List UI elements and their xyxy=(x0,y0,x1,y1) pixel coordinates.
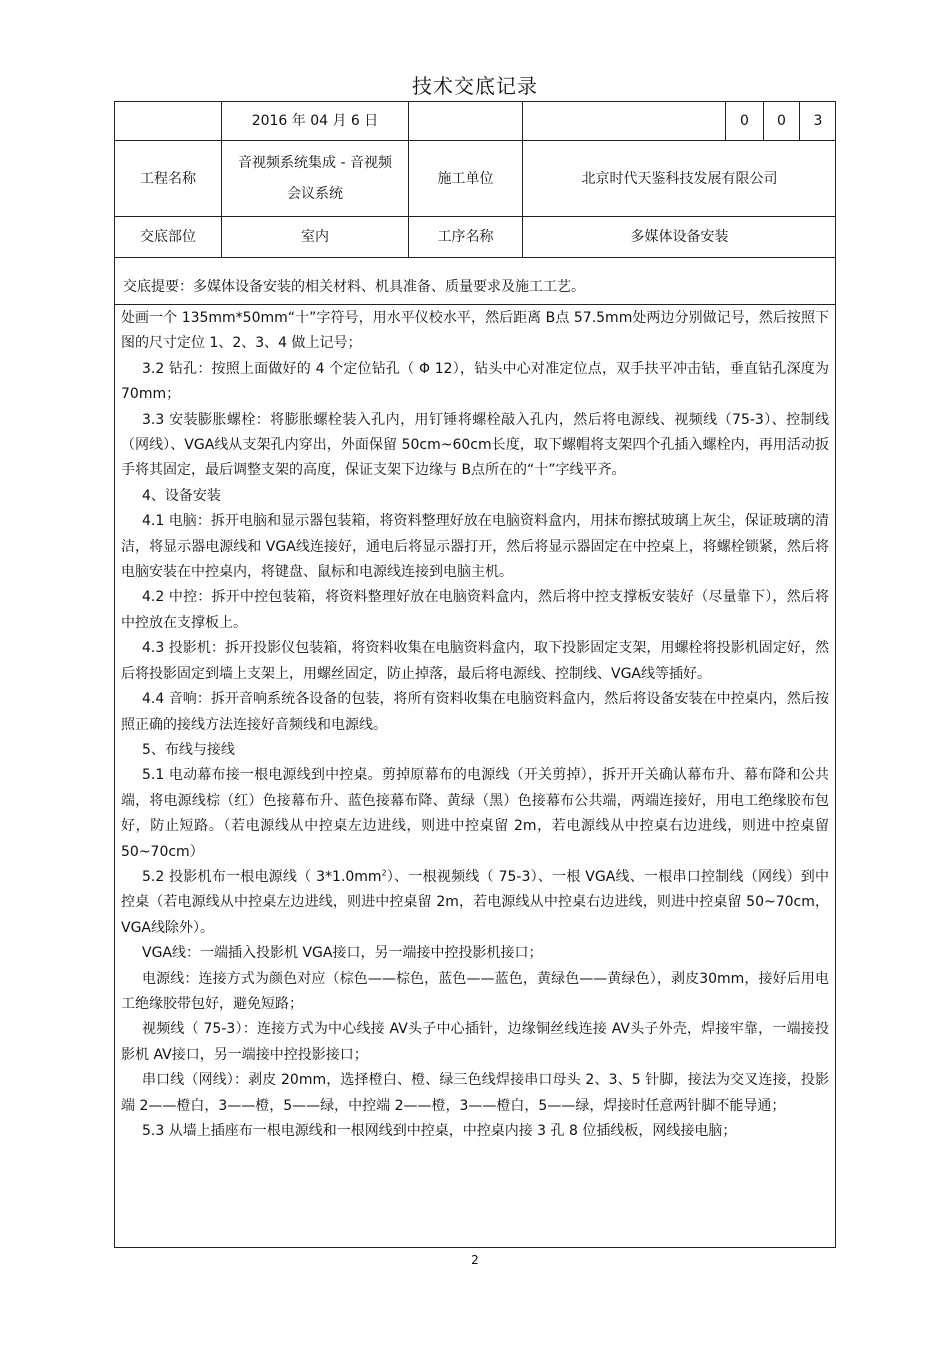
page-number: 2 xyxy=(471,1253,479,1267)
body-paragraph: 串口线（网线）：剥皮 20mm，选择橙白、橙、绿三色线焊接串口母头 2、3、5 针脚，接法为交叉连接，投影端 2——橙白，3——橙，5——绿，中控端 2——橙，3——橙白，5——绿，焊接时任意两针脚不能导通； xyxy=(121,1072,829,1114)
process-label: 工序名称 xyxy=(437,229,494,245)
process-value: 多媒体设备安装 xyxy=(630,229,729,245)
body-paragraph: 4.4 音响：拆开音响系统各设备的包装，将所有资料收集在电脑资料盒内，然后将设备安装在中控桌内，然后按照正确的接线方法连接好音频线和电源线。 xyxy=(121,691,829,733)
location-label: 交底部位 xyxy=(140,229,196,245)
document-title: 技术交底记录 xyxy=(412,74,538,98)
body-paragraph: 5.3 从墙上插座布一根电源线和一根网线到中控桌，中控桌内接 3 孔 8 位插线板，网线接电脑； xyxy=(142,1123,737,1139)
body-paragraph: 5.1 电动幕布接一根电源线到中控桌。剪掉原幕布的电源线（开关剪掉），拆开开关确认幕布升、幕布降和公共端，将电源线棕（红）色接幕布升、蓝色接幕布降、黄绿（黑）色接幕布公共端，两端连接好，用电工绝缘胶布包好，防止短路。（若电源线从中控桌左边进线，则进中控桌留 2m，若电源线从中控桌右边进线，则进中控桌留 50~70cm） xyxy=(121,767,829,860)
project-name-value: 音视频系统集成 - 音视频会议系统 xyxy=(238,154,392,202)
text-run: 5.2 投影机布一根电源线（ 3*1.0mm xyxy=(142,868,382,885)
section-heading: 5、布线与接线 xyxy=(142,741,235,758)
serial-digit: 0 xyxy=(740,113,749,129)
serial-digit: 3 xyxy=(813,113,823,129)
location-value: 室内 xyxy=(301,229,329,245)
summary-text: 交底提要：多媒体设备安装的相关材料、机具准备、质量要求及施工工艺。 xyxy=(123,279,585,295)
contractor-label: 施工单位 xyxy=(437,170,494,187)
contractor-value: 北京时代天鉴科技发展有限公司 xyxy=(581,170,778,187)
row-divider xyxy=(115,257,835,258)
body-paragraph: 处画一个 135mm*50mm“十”字符号，用水平仪校水平，然后距离 B点 57.5mm处两边分别做记号，然后按照下图的尺寸定位 1、2、3、4 做上记号； xyxy=(121,310,829,352)
body-paragraph: 视频线（ 75-3）：连接方式为中心线接 AV头子中心插针，边缘铜丝线连接 AV头子外壳，焊接牢靠，一端接投影机 AV接口，另一端接中控投影接口； xyxy=(121,1021,829,1063)
body-paragraph: 电源线：连接方式为颜色对应（棕色——棕色，蓝色——蓝色，黄绿色——黄绿色），剥皮30mm，接好后用电工绝缘胶带包好，避免短路； xyxy=(121,970,829,1012)
text-run: ）、一根视频线（ 75-3）、一根 VGA线、一根串口控制线（网线）到中控桌（若电源线从中控桌左边进线，则进中控桌留 2m，若电源线从中控桌右边进线，则进中控桌留 50~70cm，VGA线除外）。 xyxy=(121,868,829,936)
superscript: 2 xyxy=(381,868,387,878)
instruction-body xyxy=(121,306,829,1144)
body-paragraph: 4.1 电脑：拆开电脑和显示器包装箱，将资料整理好放在电脑资料盒内，用抹布擦拭玻璃上灰尘，保证玻璃的清洁，将显示器电源线和 VGA线连接好，通电后将显示器打开，然后将显示器固定在中控桌上，将螺栓锁紧，然后将电脑安装在中控桌内，将键盘、鼠标和电源线连接到电脑主机。 xyxy=(121,513,829,581)
serial-digit: 0 xyxy=(777,113,786,129)
body-paragraph: 4.3 投影机：拆开投影仪包装箱，将资料收集在电脑资料盒内，取下投影固定支架，用螺栓将投影机固定好，然后将投影固定到墙上支架上，用螺丝固定，防止掉落，最后将电源线、控制线、VGA线等插好。 xyxy=(121,640,829,682)
row-divider xyxy=(115,304,835,305)
section-heading: 4、设备安装 xyxy=(142,487,221,504)
body-paragraph: 3.2 钻孔：按照上面做好的 4 个定位钻孔（ Φ 12），钻头中心对准定位点，双手扶平冲击钻，垂直钻孔深度为 70mm； xyxy=(121,360,829,403)
record-table xyxy=(114,101,836,1248)
body-paragraph: 3.3 安装膨胀螺栓：将膨胀螺栓装入孔内，用钉锤将螺栓敲入孔内，然后将电源线、视频线（75-3）、控制线（网线）、VGA线从支架孔内穿出，外面保留 50cm~60cm长度，取下螺帽将支架四个孔插入螺栓内，再用活动扳手将其固定，最后调整支架的高度，保证支架下边缘与 B点所在的“十”字线平齐。 xyxy=(121,411,829,479)
body-paragraph xyxy=(121,865,829,941)
body-paragraph: VGA线：一端插入投影机 VGA接口，另一端接中控投影机接口； xyxy=(142,945,543,962)
record-date: 2016 年 04 月 6 日 xyxy=(251,113,379,129)
project-name-label: 工程名称 xyxy=(140,170,196,187)
body-paragraph: 4.2 中控：拆开中控包装箱，将资料整理好放在电脑资料盒内，然后将中控支撑板安装好（尽量靠下），然后将中控放在支撑板上。 xyxy=(121,589,829,631)
